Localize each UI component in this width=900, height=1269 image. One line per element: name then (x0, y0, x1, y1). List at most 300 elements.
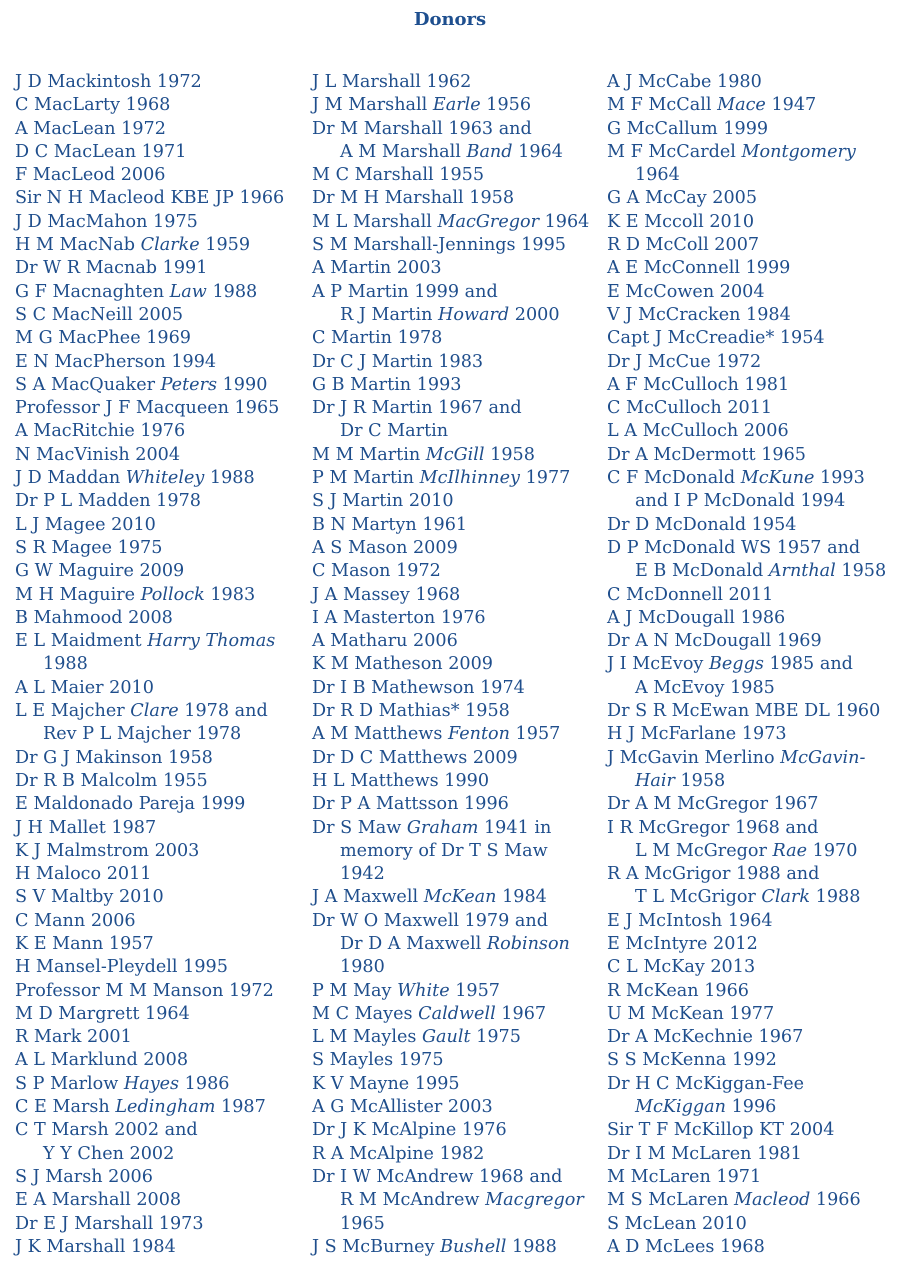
donor-entry (312, 374, 602, 397)
maiden-name: Gault (422, 1027, 471, 1048)
donor-text: K M Matheson 2009 (312, 654, 493, 675)
donor-text: Capt J McCreadie* 1954 (607, 328, 825, 349)
donor-text: I A Masterton 1976 (312, 607, 486, 628)
donor-text: A F McCulloch 1981 (607, 374, 790, 395)
maiden-name: Caldwell (418, 1003, 496, 1024)
donor-text: R A McAlpine 1982 (312, 1143, 485, 1164)
donor-text: E J McIntosh 1964 (607, 910, 773, 931)
donor-entry (607, 980, 897, 1003)
donor-entry (15, 770, 305, 793)
donor-entry (312, 1096, 602, 1119)
donor-entry (15, 956, 305, 979)
donor-text: L J Magee 2010 (15, 514, 156, 535)
donor-entry-continuation (312, 956, 602, 979)
donor-text: A MacRitchie 1976 (15, 421, 186, 442)
donor-text: 1964 (635, 165, 680, 186)
donor-text: Dr M H Marshall 1958 (312, 188, 515, 209)
donor-text: M H Maguire (15, 584, 141, 605)
maiden-name: McIlhinney (419, 468, 520, 489)
donor-text: Dr J R Martin 1967 and (312, 398, 522, 419)
donor-text: S M Marshall-Jennings 1995 (312, 235, 566, 256)
donor-text: E McIntyre 2012 (607, 933, 758, 954)
maiden-name: Ledingham (115, 1097, 216, 1118)
donor-entry (15, 1003, 305, 1026)
donor-text: Dr P L Madden 1978 (15, 491, 201, 512)
donor-text: A J McDougall 1986 (607, 607, 786, 628)
donor-entry (15, 910, 305, 933)
donor-text: 1957 (509, 724, 561, 745)
donor-text: 1957 (449, 980, 500, 1001)
donor-text: 1964 (539, 211, 590, 232)
maiden-name: Peters (160, 374, 218, 395)
donor-entry (607, 817, 897, 864)
donor-entry (15, 490, 305, 513)
donor-text: A L Maier 2010 (15, 677, 154, 698)
donor-entry-continuation (15, 723, 305, 746)
donor-entry (312, 537, 602, 560)
donor-text: D C MacLean 1971 (15, 141, 187, 162)
donor-entry (607, 351, 897, 374)
donor-text: 1990 (217, 374, 268, 395)
donor-text: A Martin 2003 (312, 258, 442, 279)
donor-text: 1965 (340, 1213, 385, 1234)
donor-entry-continuation (607, 770, 897, 793)
donor-text: Dr E J Marshall 1973 (15, 1213, 204, 1234)
donor-entry (312, 234, 602, 257)
donor-text: E McCowen 2004 (607, 281, 765, 302)
donor-text: A M Marshall (340, 141, 467, 162)
donor-text: C F McDonald (607, 468, 741, 489)
donor-entry-continuation (607, 1096, 897, 1119)
donor-entry (607, 1189, 897, 1212)
maiden-name: Band (466, 141, 513, 162)
donor-text: 1958 (484, 444, 535, 465)
donor-entry (607, 1049, 897, 1072)
donor-entry-continuation (312, 420, 602, 443)
donor-entry (607, 304, 897, 327)
donor-text: 1975 (470, 1027, 521, 1048)
donor-text: 1988 (206, 281, 258, 302)
donor-entry (312, 1119, 602, 1142)
donor-text: A P Martin 1999 and (312, 281, 498, 302)
donor-text: E L Maidment (15, 631, 148, 652)
donor-text: 1967 (495, 1003, 547, 1024)
donor-text: A MacLean 1972 (15, 118, 166, 139)
donor-entry (607, 374, 897, 397)
donor-text: S V Maltby 2010 (15, 887, 164, 908)
donor-column-1 (15, 71, 305, 1259)
donor-entry (607, 584, 897, 607)
donor-text: B N Martyn 1961 (312, 514, 468, 535)
donor-entry (312, 1003, 602, 1026)
donor-entry (607, 444, 897, 467)
donor-text: J H Mallet 1987 (15, 817, 157, 838)
donor-text: R Mark 2001 (15, 1027, 132, 1048)
donor-entry (15, 863, 305, 886)
donor-entry-continuation (15, 1143, 305, 1166)
maiden-name: Macgregor (485, 1190, 584, 1211)
donor-entry (312, 1236, 602, 1259)
donor-text: S J Marsh 2006 (15, 1166, 153, 1187)
donor-text: Dr I W McAndrew 1968 and (312, 1166, 563, 1187)
donor-text: C Mason 1972 (312, 561, 441, 582)
donor-entry (312, 1073, 602, 1096)
donor-text: M C Marshall 1955 (312, 165, 485, 186)
donor-entry (15, 257, 305, 280)
donor-entry (312, 980, 602, 1003)
donor-text: G A McCay 2005 (607, 188, 758, 209)
donor-entry (312, 910, 602, 980)
maiden-name: Robinson (486, 933, 570, 954)
donor-entry (607, 1003, 897, 1026)
donor-entry (607, 514, 897, 537)
donor-text: H J McFarlane 1973 (607, 724, 787, 745)
donor-text: R M McAndrew (340, 1190, 486, 1211)
maiden-name: Rae (772, 840, 808, 861)
donor-entry (15, 817, 305, 840)
donor-text: A L Marklund 2008 (15, 1050, 189, 1071)
donor-entry (15, 1073, 305, 1096)
donor-text: S Mayles 1975 (312, 1050, 444, 1071)
donor-text: 1987 (215, 1097, 266, 1118)
donor-text: M C Mayes (312, 1003, 419, 1024)
donor-text: V J McCracken 1984 (607, 304, 791, 325)
donor-text: 2000 (509, 304, 560, 325)
donor-text: H Maloco 2011 (15, 864, 152, 885)
donor-entry (15, 747, 305, 770)
donor-entry (607, 607, 897, 630)
donor-text: Sir N H Macleod KBE JP 1966 (15, 188, 285, 209)
donor-text: Sir T F McKillop KT 2004 (607, 1120, 835, 1141)
donor-text: P M Martin (312, 468, 420, 489)
maiden-name: Law (169, 281, 207, 302)
donor-entry (15, 351, 305, 374)
maiden-name: Earle (432, 95, 481, 116)
donor-entry (607, 1026, 897, 1049)
maiden-name: Bushell (440, 1236, 507, 1257)
donor-entry (15, 420, 305, 443)
donor-entry-continuation (312, 1213, 602, 1236)
donor-text: J D MacMahon 1975 (15, 211, 198, 232)
donor-entry (15, 118, 305, 141)
donor-text: Rev P L Majcher 1978 (43, 724, 242, 745)
donor-text: 1958 (674, 770, 726, 791)
donor-entry (607, 141, 897, 188)
donor-text: 1970 (807, 840, 858, 861)
donor-text: Dr A M McGregor 1967 (607, 794, 819, 815)
maiden-name: Macleod (734, 1190, 811, 1211)
donor-entry-continuation (312, 304, 602, 327)
donor-text: J K Marshall 1984 (15, 1236, 176, 1257)
maiden-name: Montgomery (741, 141, 856, 162)
donor-text: M McLaren 1971 (607, 1166, 762, 1187)
donor-text: Dr D McDonald 1954 (607, 514, 797, 535)
donor-text: K J Malmstrom 2003 (15, 840, 200, 861)
donor-entry (312, 653, 602, 676)
donor-text: S P Marlow (15, 1073, 124, 1094)
donor-text: Dr C J Martin 1983 (312, 351, 484, 372)
donor-entry (15, 840, 305, 863)
donor-text: C E Marsh (15, 1097, 116, 1118)
donor-entry (312, 118, 602, 165)
maiden-name: Pollock (140, 584, 205, 605)
donor-entry (312, 630, 602, 653)
donor-entry (15, 1119, 305, 1166)
donor-entry (15, 467, 305, 490)
donor-text: Dr I B Mathewson 1974 (312, 677, 525, 698)
donor-text: B Mahmood 2008 (15, 607, 173, 628)
donor-entry (607, 1073, 897, 1120)
donor-text: 1941 in (478, 817, 552, 838)
donor-entry (15, 187, 305, 210)
donor-entry-continuation (312, 141, 602, 164)
donor-text: Dr W O Maxwell 1979 and (312, 910, 548, 931)
donor-text: Dr M Marshall 1963 and (312, 118, 532, 139)
maiden-name: MacGregor (437, 211, 539, 232)
donor-text: G F Macnaghten (15, 281, 170, 302)
donor-text: L E Majcher (15, 701, 131, 722)
donor-entry (15, 211, 305, 234)
donor-text: 1988 (506, 1236, 557, 1257)
donor-text: Dr A McDermott 1965 (607, 444, 806, 465)
donor-text: K E Mann 1957 (15, 933, 154, 954)
donor-entry (607, 94, 897, 117)
donor-text: C MacLarty 1968 (15, 95, 171, 116)
donor-text: J D Maddan (15, 468, 126, 489)
donor-entry (312, 677, 602, 700)
donor-text: Dr G J Makinson 1958 (15, 747, 213, 768)
donor-entry (15, 1189, 305, 1212)
donor-entry (15, 234, 305, 257)
donor-entry (312, 1026, 602, 1049)
donor-entry (15, 327, 305, 350)
donor-text: D P McDonald WS 1957 and (607, 537, 861, 558)
donor-entry (607, 234, 897, 257)
donor-text: C McDonnell 2011 (607, 584, 774, 605)
donor-entry (312, 1166, 602, 1236)
donor-text: A Matharu 2006 (312, 631, 458, 652)
donor-text: E Maldonado Pareja 1999 (15, 794, 246, 815)
donor-text: C Martin 1978 (312, 328, 443, 349)
donor-text: R D McColl 2007 (607, 235, 760, 256)
donor-text: T L McGrigor (635, 887, 762, 908)
donor-text: 1942 (340, 864, 385, 885)
donor-text: H M MacNab (15, 235, 141, 256)
maiden-name: Clark (761, 887, 811, 908)
donor-text: 1988 (810, 887, 861, 908)
donor-text: 1956 (480, 95, 532, 116)
donor-text: 1996 (725, 1097, 777, 1118)
donor-text: A S Mason 2009 (312, 537, 458, 558)
donor-entry (312, 397, 602, 444)
donor-entry (607, 397, 897, 420)
donor-entry (15, 374, 305, 397)
donor-text: C L McKay 2013 (607, 957, 756, 978)
donor-entry (15, 71, 305, 94)
donor-text: 1964 (512, 141, 563, 162)
donor-entry (607, 793, 897, 816)
donor-entry (15, 630, 305, 677)
donor-text: Dr D A Maxwell (340, 933, 487, 954)
maiden-name: Whiteley (125, 468, 205, 489)
maiden-name: Fenton (447, 724, 510, 745)
donor-text: J M Marshall (312, 95, 433, 116)
donor-text: R A McGrigor 1988 and (607, 864, 820, 885)
donor-entry (607, 1119, 897, 1142)
donor-text: 1977 (520, 468, 571, 489)
donor-text: Dr S Maw (312, 817, 407, 838)
donor-entry (15, 537, 305, 560)
donor-entry (607, 187, 897, 210)
donor-entry (15, 677, 305, 700)
donor-text: L M Mayles (312, 1027, 422, 1048)
donor-entry (607, 71, 897, 94)
donor-entry (312, 793, 602, 816)
donor-text: P M May (312, 980, 398, 1001)
donor-text: 1980 (340, 957, 385, 978)
donor-entry (15, 1236, 305, 1259)
donor-text: J L Marshall 1962 (312, 72, 472, 92)
donor-entry (15, 1026, 305, 1049)
donor-text: 1993 (814, 468, 865, 489)
donor-entry (15, 1213, 305, 1236)
donor-text: Dr P A Mattsson 1996 (312, 794, 509, 815)
donor-text: S C MacNeill 2005 (15, 304, 184, 325)
donor-text: 1983 (204, 584, 256, 605)
donor-text: M L Marshall (312, 211, 438, 232)
donor-text: 1986 (179, 1073, 230, 1094)
donor-text: J McGavin Merlino (607, 747, 781, 768)
donor-entry (15, 94, 305, 117)
donor-text: Dr R D Mathias* 1958 (312, 701, 510, 722)
donor-entry (15, 980, 305, 1003)
donor-entry (312, 747, 602, 770)
donor-column-3 (607, 71, 897, 1259)
donor-entry (312, 467, 602, 490)
donor-text: J S McBurney (312, 1236, 441, 1257)
donor-text: R McKean 1966 (607, 980, 749, 1001)
donor-entry (607, 653, 897, 700)
donor-entry-continuation (312, 1189, 602, 1212)
donor-entry (607, 630, 897, 653)
donor-entry (312, 257, 602, 280)
donor-entry (607, 700, 897, 723)
donor-entry (15, 444, 305, 467)
donor-text: Dr D C Matthews 2009 (312, 747, 518, 768)
donor-text: 1984 (496, 887, 547, 908)
donor-entry-continuation (607, 886, 897, 909)
maiden-name: McGavin- (780, 747, 866, 768)
donor-entry-continuation (607, 490, 897, 513)
maiden-name: McKean (423, 887, 497, 908)
donor-text: U M McKean 1977 (607, 1003, 775, 1024)
donor-text: S J Martin 2010 (312, 491, 454, 512)
maiden-name: Howard (438, 304, 510, 325)
donor-text: 1966 (810, 1190, 861, 1211)
donor-entry (312, 94, 602, 117)
donor-text: M G MacPhee 1969 (15, 328, 191, 349)
donor-text: 1985 and (763, 654, 853, 675)
donor-text: A McEvoy 1985 (635, 677, 775, 698)
maiden-name: Graham (406, 817, 479, 838)
donor-text: M F McCardel (607, 141, 742, 162)
donor-entry (15, 886, 305, 909)
maiden-name: McKune (740, 468, 815, 489)
donor-entry-continuation (607, 840, 897, 863)
donor-entry-continuation (15, 653, 305, 676)
donor-text: Dr J McCue 1972 (607, 351, 762, 372)
donor-text: E A Marshall 2008 (15, 1190, 182, 1211)
donor-entry (15, 397, 305, 420)
donor-entry (607, 281, 897, 304)
donor-text: A D McLees 1968 (607, 1236, 765, 1257)
donor-text: 1978 and (178, 701, 268, 722)
donor-entry-continuation (312, 933, 602, 956)
donor-entry (312, 211, 602, 234)
donor-text: S S McKenna 1992 (607, 1050, 777, 1071)
donor-text: L M McGregor (635, 840, 773, 861)
donor-entry (607, 933, 897, 956)
donor-entry (607, 1166, 897, 1189)
donor-entry (607, 723, 897, 746)
donor-entry (15, 281, 305, 304)
maiden-name: Arnthal (768, 561, 836, 582)
donor-text: L A McCulloch 2006 (607, 421, 789, 442)
donor-entry (607, 211, 897, 234)
donor-entry (15, 700, 305, 747)
donor-text: 1958 (835, 561, 887, 582)
donor-entry (15, 560, 305, 583)
donor-entry (15, 141, 305, 164)
donor-text: Dr A N McDougall 1969 (607, 631, 822, 652)
donor-text: Professor J F Macqueen 1965 (15, 398, 280, 419)
donor-text: S R Magee 1975 (15, 537, 163, 558)
donor-entry (607, 257, 897, 280)
donor-entry (312, 490, 602, 513)
donor-text: 1988 (43, 654, 88, 675)
donor-entry (15, 933, 305, 956)
donor-entry (15, 584, 305, 607)
donor-entry (312, 444, 602, 467)
maiden-name: Harry Thomas (147, 631, 276, 652)
donor-text: N MacVinish 2004 (15, 444, 181, 465)
donor-entry (312, 164, 602, 187)
donor-entry-continuation (607, 677, 897, 700)
donor-text: Dr S R McEwan MBE DL 1960 (607, 701, 881, 722)
donor-text: Dr I M McLaren 1981 (607, 1143, 802, 1164)
donor-entry (312, 327, 602, 350)
donor-entry (15, 1096, 305, 1119)
donor-column-2 (312, 71, 602, 1259)
donor-entry (312, 351, 602, 374)
donor-text: K V Mayne 1995 (312, 1073, 460, 1094)
donor-entry (607, 327, 897, 350)
donor-entry-continuation (312, 840, 602, 863)
donor-entry (312, 71, 602, 94)
donor-text: S A MacQuaker (15, 374, 161, 395)
maiden-name: Hair (635, 770, 675, 791)
donor-text: C McCulloch 2011 (607, 398, 773, 419)
maiden-name: Clare (130, 701, 179, 722)
maiden-name: White (397, 980, 450, 1001)
donor-text: F MacLeod 2006 (15, 165, 166, 186)
donor-text: G B Martin 1993 (312, 374, 462, 395)
maiden-name: McKiggan (635, 1097, 726, 1118)
donor-text: K E Mccoll 2010 (607, 211, 755, 232)
maiden-name: Mace (717, 95, 766, 116)
donor-text: A M Matthews (312, 724, 448, 745)
donor-text: Dr R B Malcolm 1955 (15, 770, 208, 791)
